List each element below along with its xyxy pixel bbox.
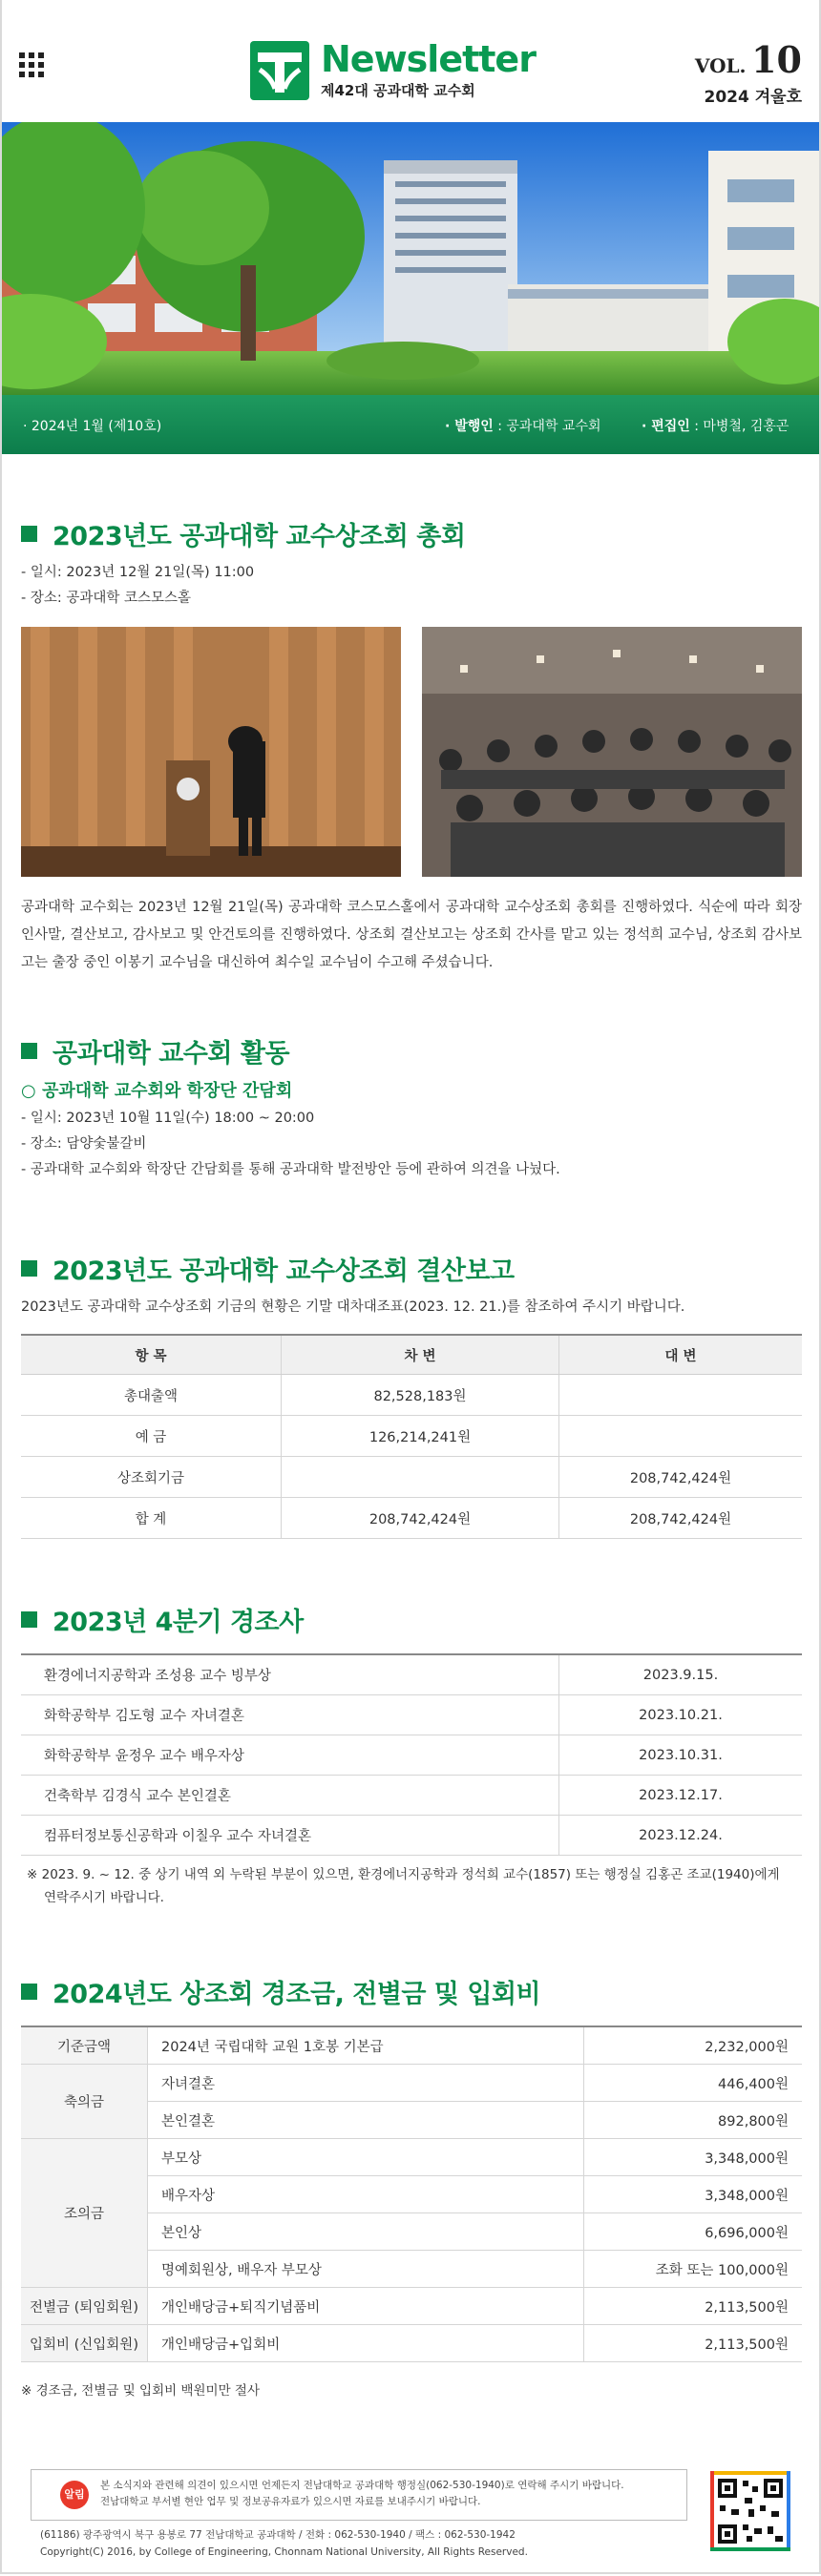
publisher-label: · 발행인: [445, 419, 494, 434]
activity-place: - 장소: 담양숯불갈비: [21, 1136, 147, 1152]
table-row: [21, 1416, 802, 1457]
fee-amount: 3,348,000원: [584, 2139, 803, 2176]
row-label: 입회비 (신입회원): [21, 2325, 148, 2362]
table-row: [21, 2026, 802, 2065]
fee-description: 본인상: [148, 2213, 584, 2251]
fee-description: 본인결혼: [148, 2102, 584, 2139]
column-header: 대 변: [559, 1335, 803, 1375]
copyright-line: Copyright(C) 2016, by College of Engineering, Chonnam National University, All Rights Reserved.: [40, 2546, 528, 2558]
volume-prefix: VOL.: [694, 54, 747, 77]
row-label: 기준금액: [21, 2026, 148, 2065]
newsletter-title: Newsletter: [321, 38, 536, 80]
editor-info: [642, 416, 789, 435]
speaker-bowing-photo: [21, 627, 401, 877]
settlement-section: [21, 1250, 802, 1539]
note-line: 연락주시기 바랍니다.: [44, 1890, 164, 1905]
table-cell: [559, 1416, 803, 1457]
section-bullet-icon: [21, 1043, 37, 1059]
fee-description: 부모상: [148, 2139, 584, 2176]
meeting-summary: 공과대학 교수회는 2023년 12월 21일(목) 공과대학 코스모스홀에서 공과대학 교수상조회 총회를 진행하였다. 식순에 따라 회장 인사말, 결산보고, 감사보고 및 안건토의를 진행하였다. 상조회 결산보고는 상조회 간사를 맡고 있는 정석희 교수님, 상조회 감사보고는 출장 중인 이봉기 교수님을 대신하여 최수일 교수님이 수고해 주셨습니다.: [21, 900, 802, 970]
notice-badge: 알림: [60, 2481, 89, 2509]
fee-amount: 892,800원: [584, 2102, 803, 2139]
fee-amount: 2,113,500원: [584, 2288, 803, 2325]
section-bullet-icon: [21, 1611, 37, 1628]
row-label: 전별금 (퇴임회원): [21, 2288, 148, 2325]
condolences-table: [21, 1653, 802, 1856]
date-cell: 2023.12.17.: [559, 1776, 803, 1816]
notice-line: 전남대학교 부서별 현안 업무 및 정보공유자료가 있으시면 자료를 보내주시기 바랍니다.: [100, 2496, 481, 2507]
column-header: 항 목: [21, 1335, 282, 1375]
issue-date: · 2024년 1월 (제10호): [23, 419, 162, 434]
table-row: [21, 2288, 802, 2325]
volume-number: 10: [751, 38, 802, 81]
table-row: [21, 1776, 802, 1816]
section-title: [21, 1250, 802, 1287]
fee-description: 개인배당금+퇴직기념품비: [148, 2288, 584, 2325]
section-title: [21, 1973, 802, 2010]
table-cell: 총대출액: [21, 1375, 282, 1416]
table-cell: 208,742,424원: [559, 1498, 803, 1539]
activities-title: 공과대학 교수회 활동: [53, 1039, 290, 1069]
condolences-section: [21, 1601, 802, 1909]
event-cell: 환경에너지공학과 조성용 교수 빙부상: [21, 1654, 559, 1695]
fee-amount: 6,696,000원: [584, 2213, 803, 2251]
table-cell: 208,742,424원: [282, 1498, 559, 1539]
fee-amount: 446,400원: [584, 2065, 803, 2102]
fee-amount: 3,348,000원: [584, 2176, 803, 2213]
section-bullet-icon: [21, 1984, 37, 2000]
meeting-place: - 장소: 공과대학 코스모스홀: [21, 591, 192, 606]
fee-amount: 2,232,000원: [584, 2026, 803, 2065]
condolences-note: [21, 1863, 802, 1909]
fees-note: ※ 경조금, 전별금 및 입회비 백원미만 절사: [21, 2383, 261, 2399]
activity-date: - 일시: 2023년 10월 11일(수) 18:00 ~ 20:00: [21, 1111, 315, 1126]
condolences-title: 2023년 4분기 경조사: [53, 1608, 304, 1637]
section-title: [21, 515, 802, 552]
date-cell: 2023.10.31.: [559, 1735, 803, 1776]
grid-menu-icon[interactable]: [19, 52, 44, 77]
section-title: [21, 1032, 802, 1070]
table-row: [21, 1654, 802, 1695]
qr-code-icon[interactable]: [710, 2471, 790, 2551]
newsletter-subtitle: 제42대 공과대학 교수회: [321, 82, 475, 99]
date-cell: 2023.12.24.: [559, 1816, 803, 1856]
table-row: [21, 1695, 802, 1735]
table-cell: 126,214,241원: [282, 1416, 559, 1457]
balance-sheet-table: [21, 1334, 802, 1539]
row-label: 조의금: [21, 2139, 148, 2288]
fee-description: 2024년 국립대학 교원 1호봉 기본급: [148, 2026, 584, 2065]
season-label: 2024 겨울호: [704, 88, 802, 107]
notice-line: 본 소식지와 관련해 의견이 있으시면 언제든지 전남대학교 공과대학 행정실(062-530-1940)로 연락해 주시기 바랍니다.: [100, 2480, 624, 2491]
table-row: [21, 1735, 802, 1776]
footer-notice: [100, 2478, 624, 2510]
issue-info-bar: [2, 395, 819, 454]
fee-description: 배우자상: [148, 2176, 584, 2213]
event-cell: 컴퓨터정보통신공학과 이칠우 교수 자녀결혼: [21, 1816, 559, 1856]
publisher-info: [445, 416, 601, 435]
publisher-value: : 공과대학 교수회: [493, 419, 601, 434]
activities-section: [21, 1032, 802, 1183]
fee-amount: 2,113,500원: [584, 2325, 803, 2362]
table-cell: 208,742,424원: [559, 1457, 803, 1498]
event-cell: 화학공학부 윤정우 교수 배우자상: [21, 1735, 559, 1776]
fees-section: [21, 1973, 802, 2402]
table-row: [21, 1498, 802, 1539]
footer-notice-box: [31, 2469, 687, 2521]
table-cell: [559, 1375, 803, 1416]
settlement-intro: 2023년도 공과대학 교수상조회 기금의 현황은 기말 대차대조표(2023. 12. 21.)를 참조하여 주시기 바랍니다.: [21, 1299, 685, 1315]
fee-description: 개인배당금+입회비: [148, 2325, 584, 2362]
editor-value: : 마병철, 김홍곤: [689, 419, 789, 434]
table-cell: [282, 1457, 559, 1498]
fee-amount: 조화 또는 100,000원: [584, 2251, 803, 2288]
date-cell: 2023.10.21.: [559, 1695, 803, 1735]
fees-title: 2024년도 상조회 경조금, 전별금 및 입회비: [53, 1980, 541, 2009]
college-emblem-icon: [250, 41, 309, 100]
table-row: [21, 1816, 802, 1856]
audience-photo: [422, 627, 802, 877]
date-cell: 2023.9.15.: [559, 1654, 803, 1695]
table-row: [21, 1375, 802, 1416]
table-row: [21, 1457, 802, 1498]
table-cell: 예 금: [21, 1416, 282, 1457]
fee-description: 명예회원상, 배우자 부모상: [148, 2251, 584, 2288]
table-cell: 합 계: [21, 1498, 282, 1539]
note-line: ※ 2023. 9. ~ 12. 중 상기 내역 외 누락된 부분이 있으면, 환경에너지공학과 정석희 교수(1857) 또는 행정실 김홍곤 조교(1940)에게: [27, 1867, 780, 1882]
table-row: [21, 2325, 802, 2362]
event-cell: 화학공학부 김도형 교수 자녀결혼: [21, 1695, 559, 1735]
section-bullet-icon: [21, 1260, 37, 1277]
address-line: (61186) 광주광역시 북구 용봉로 77 전남대학교 공과대학 / 전화 : 062-530-1940 / 팩스 : 062-530-1942: [40, 2529, 516, 2541]
table-cell: 82,528,183원: [282, 1375, 559, 1416]
event-cell: 건축학부 김경식 교수 본인결혼: [21, 1776, 559, 1816]
campus-hero-image: [2, 122, 819, 395]
table-row: [21, 2065, 802, 2102]
settlement-title: 2023년도 공과대학 교수상조회 결산보고: [53, 1257, 515, 1286]
newsletter-logo: [250, 40, 536, 100]
meeting-date: - 일시: 2023년 12월 21일(목) 11:00: [21, 565, 255, 580]
footer-address: [40, 2526, 528, 2561]
editor-label: · 편집인: [642, 419, 690, 434]
table-header-row: [21, 1335, 802, 1375]
column-header: 차 변: [282, 1335, 559, 1375]
general-meeting-title: 2023년도 공과대학 교수상조회 총회: [53, 522, 466, 551]
table-row: [21, 2139, 802, 2176]
fees-table: [21, 2025, 802, 2362]
fee-description: 자녀결혼: [148, 2065, 584, 2102]
section-bullet-icon: [21, 526, 37, 542]
table-cell: 상조회기금: [21, 1457, 282, 1498]
row-label: 축의금: [21, 2065, 148, 2139]
activity-description: - 공과대학 교수회와 학장단 간담회를 통해 공과대학 발전방안 등에 관하여 의견을 나눴다.: [21, 1162, 560, 1177]
section-title: [21, 1601, 802, 1638]
activity-subheading: ○ 공과대학 교수회와 학장단 간담회: [21, 1081, 293, 1101]
general-meeting-section: [21, 515, 802, 977]
volume-info: [695, 38, 802, 107]
masthead: [2, 0, 819, 122]
